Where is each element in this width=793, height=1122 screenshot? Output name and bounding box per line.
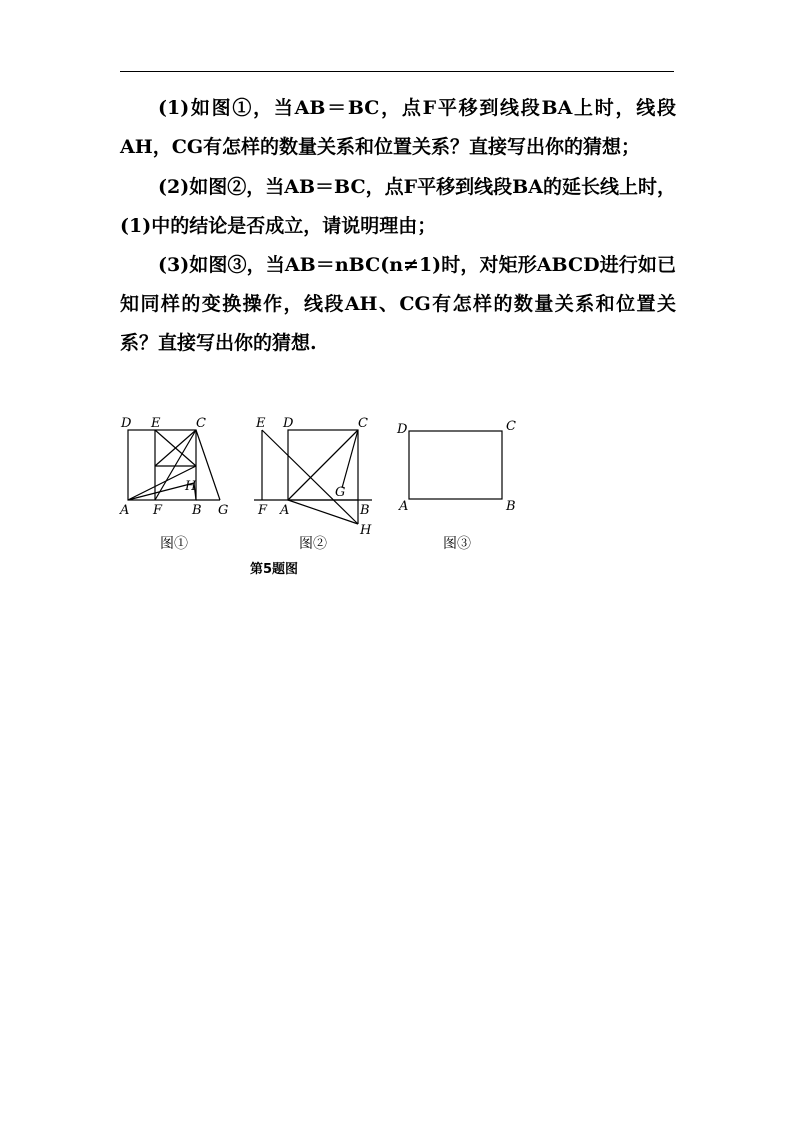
fig1-label-A: A	[120, 503, 130, 518]
fig2-label-C: C	[358, 416, 368, 431]
fig3-label-B: B	[506, 499, 516, 514]
fig2-label-B: B	[360, 503, 370, 518]
question-part-3	[120, 246, 676, 363]
fig3-label-A: A	[399, 499, 409, 514]
question-part-2-text: (2)如图②，当AB＝BC，点F平移到线段BA的延长线上时，(1)中的结论是否成立，请说明理由；	[120, 176, 676, 237]
fig1-label-B: B	[192, 503, 202, 518]
fig1-label-C: C	[196, 416, 206, 431]
figure-2-caption: 图②	[299, 536, 327, 552]
geometry-figures	[112, 408, 542, 540]
question-part-3-text: (3)如图③，当AB＝nBC(n≠1)时，对矩形ABCD进行如已知同样的变换操作，线段AH、CG有怎样的数量关系和位置关系？直接写出你的猜想.	[120, 254, 676, 354]
fig3-label-D: D	[397, 422, 408, 437]
figure-3-caption: 图③	[443, 536, 471, 552]
figures-area	[112, 408, 542, 540]
question-part-1	[120, 89, 676, 167]
fig1-label-D: D	[121, 416, 132, 431]
figure-3-drawing	[409, 431, 502, 499]
figure-2-drawing	[254, 430, 372, 524]
fig2-label-A: A	[280, 503, 290, 518]
fig2-label-G: G	[335, 485, 346, 500]
fig2-label-H: H	[360, 523, 372, 538]
fig2-label-E: E	[256, 416, 266, 431]
figure-1-drawing	[128, 430, 220, 500]
question-part-2	[120, 168, 676, 246]
fig2-label-D: D	[283, 416, 294, 431]
figure-1-caption: 图①	[160, 536, 188, 552]
fig1-label-F: F	[153, 503, 163, 518]
fig3-label-C: C	[506, 419, 516, 434]
fig2-label-F: F	[258, 503, 268, 518]
fig1-label-G: G	[218, 503, 229, 518]
question-part-1-text: (1)如图①，当AB＝BC，点F平移到线段BA上时，线段AH，CG有怎样的数量关系和位置关系？直接写出你的猜想；	[120, 97, 676, 158]
fig1-label-H: H	[185, 479, 197, 494]
fig1-label-E: E	[151, 416, 161, 431]
header-rule	[120, 71, 674, 72]
figure-group-title: 第5题图	[250, 562, 299, 577]
